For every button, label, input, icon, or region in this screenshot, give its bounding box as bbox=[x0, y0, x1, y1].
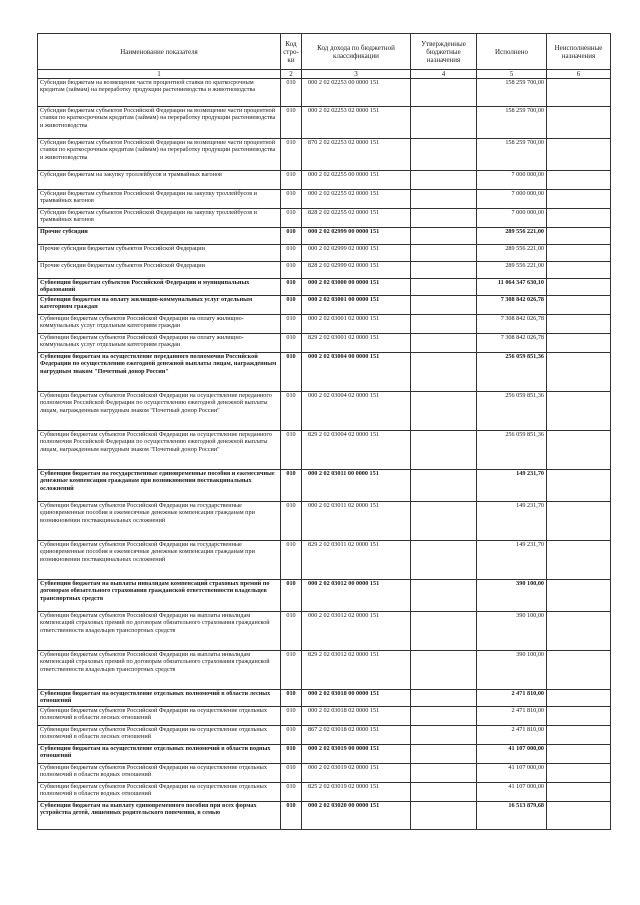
table-row bbox=[38, 139, 611, 171]
line-code-cell: 010 bbox=[281, 502, 302, 541]
table-row bbox=[38, 764, 611, 783]
line-code-cell: 010 bbox=[281, 139, 302, 171]
approved-cell bbox=[411, 353, 477, 392]
executed-cell: 41 107 000,00 bbox=[477, 783, 547, 802]
executed-cell: 256 059 851,36 bbox=[477, 392, 547, 431]
header-approved: Утвержденные бюджетные назначения bbox=[411, 34, 477, 70]
table-row bbox=[38, 171, 611, 190]
line-code-cell: 010 bbox=[281, 171, 302, 190]
line-code-cell: 010 bbox=[281, 470, 302, 502]
executed-cell: 41 107 000,00 bbox=[477, 764, 547, 783]
executed-cell: 149 231,70 bbox=[477, 502, 547, 541]
indicator-name-cell: Субвенции бюджетам субъектов Российской Федерации на оплату жилищно-коммунальных услуг отдельным категориям граждан bbox=[38, 315, 281, 334]
income-code-cell: 829 2 02 03004 02 0000 151 bbox=[302, 431, 411, 470]
unexecuted-cell bbox=[547, 79, 611, 107]
indicator-name-cell: Субвенции бюджетам субъектов Российской Федерации на выплаты инвалидам компенсаций страховых премий по договорам обязательного страхования гражданской ответственности владельцев транспортных средств bbox=[38, 612, 281, 651]
column-number: 2 bbox=[281, 70, 302, 79]
income-code-cell: 000 2 02 03020 00 0000 151 bbox=[302, 802, 411, 830]
table-row bbox=[38, 353, 611, 392]
indicator-name-cell: Прочие субсидии bbox=[38, 228, 281, 245]
income-code-cell: 000 2 02 03004 02 0000 151 bbox=[302, 392, 411, 431]
approved-cell bbox=[411, 783, 477, 802]
approved-cell bbox=[411, 296, 477, 315]
table-row bbox=[38, 107, 611, 139]
line-code-cell: 010 bbox=[281, 334, 302, 353]
approved-cell bbox=[411, 764, 477, 783]
executed-cell: 2 471 810,00 bbox=[477, 707, 547, 726]
indicator-name-cell: Субвенции бюджетам на осуществление переданного полномочия Российской Федерации по осуществлению ежегодной денежной выплаты лицам, награжденным нагрудным знаком "Почетный донор России" bbox=[38, 353, 281, 392]
executed-cell: 289 556 221,00 bbox=[477, 228, 547, 245]
indicator-name-cell: Субсидии бюджетам субъектов Российской Федерации на закупку троллейбусов и трамвайных вагонов bbox=[38, 190, 281, 209]
line-code-cell: 010 bbox=[281, 262, 302, 279]
income-code-cell: 000 2 02 03012 02 0000 151 bbox=[302, 612, 411, 651]
indicator-name-cell: Субвенции бюджетам на выплаты инвалидам компенсаций страховых премий по договорам обязательного страхования гражданской ответственности владельцев транспортных средств bbox=[38, 580, 281, 612]
approved-cell bbox=[411, 228, 477, 245]
income-code-cell: 825 2 02 03019 02 0000 151 bbox=[302, 783, 411, 802]
table-row bbox=[38, 580, 611, 612]
approved-cell bbox=[411, 580, 477, 612]
line-code-cell: 010 bbox=[281, 107, 302, 139]
table-row bbox=[38, 470, 611, 502]
executed-cell: 158 259 700,00 bbox=[477, 107, 547, 139]
indicator-name-cell: Субвенции бюджетам на осуществление отдельных полномочий в области лесных отношений bbox=[38, 690, 281, 707]
income-code-cell: 000 2 02 03019 00 0000 151 bbox=[302, 745, 411, 764]
income-code-cell: 829 2 02 03012 02 0000 151 bbox=[302, 651, 411, 690]
unexecuted-cell bbox=[547, 296, 611, 315]
table-row bbox=[38, 315, 611, 334]
header-indicator-name: Наименование показателя bbox=[38, 34, 281, 70]
header-line-code: Код стро-ки bbox=[281, 34, 302, 70]
table-row bbox=[38, 726, 611, 745]
indicator-name-cell: Субвенции бюджетам на осуществление отдельных полномочий в области водных отношений bbox=[38, 745, 281, 764]
unexecuted-cell bbox=[547, 802, 611, 830]
table-body bbox=[38, 79, 611, 830]
unexecuted-cell bbox=[547, 334, 611, 353]
table-row bbox=[38, 612, 611, 651]
indicator-name-cell: Субсидии бюджетам на закупку троллейбусов и трамвайных вагонов bbox=[38, 171, 281, 190]
table-row bbox=[38, 707, 611, 726]
line-code-cell: 010 bbox=[281, 315, 302, 334]
approved-cell bbox=[411, 279, 477, 296]
approved-cell bbox=[411, 262, 477, 279]
table-row bbox=[38, 431, 611, 470]
table-row bbox=[38, 334, 611, 353]
approved-cell bbox=[411, 315, 477, 334]
unexecuted-cell bbox=[547, 279, 611, 296]
approved-cell bbox=[411, 431, 477, 470]
indicator-name-cell: Субсидии бюджетам субъектов Российской Федерации на закупку троллейбусов и трамвайных вагонов bbox=[38, 209, 281, 228]
executed-cell: 158 259 700,00 bbox=[477, 79, 547, 107]
income-code-cell: 000 2 02 03018 00 0000 151 bbox=[302, 690, 411, 707]
table-row bbox=[38, 690, 611, 707]
executed-cell: 390 100,00 bbox=[477, 651, 547, 690]
line-code-cell: 010 bbox=[281, 245, 302, 262]
executed-cell: 390 100,00 bbox=[477, 580, 547, 612]
unexecuted-cell bbox=[547, 764, 611, 783]
unexecuted-cell bbox=[547, 690, 611, 707]
income-code-cell: 000 2 02 03018 02 0000 151 bbox=[302, 707, 411, 726]
line-code-cell: 010 bbox=[281, 209, 302, 228]
line-code-cell: 010 bbox=[281, 228, 302, 245]
executed-cell: 7 000 000,00 bbox=[477, 209, 547, 228]
indicator-name-cell: Субсидии бюджетам на возмещение части процентной ставки по краткосрочным кредитам (займам) на переработку продукции растениеводства и животноводства bbox=[38, 79, 281, 107]
table-row bbox=[38, 745, 611, 764]
executed-cell: 390 100,00 bbox=[477, 612, 547, 651]
approved-cell bbox=[411, 107, 477, 139]
table-row bbox=[38, 279, 611, 296]
line-code-cell: 010 bbox=[281, 745, 302, 764]
header-row bbox=[38, 34, 611, 70]
approved-cell bbox=[411, 79, 477, 107]
approved-cell bbox=[411, 707, 477, 726]
table-row bbox=[38, 209, 611, 228]
executed-cell: 158 259 700,00 bbox=[477, 139, 547, 171]
unexecuted-cell bbox=[547, 392, 611, 431]
approved-cell bbox=[411, 334, 477, 353]
report-page bbox=[37, 33, 610, 830]
income-code-cell: 000 2 02 03000 00 0000 151 bbox=[302, 279, 411, 296]
indicator-name-cell: Субвенции бюджетам субъектов Российской Федерации и муниципальных образований bbox=[38, 279, 281, 296]
table-row bbox=[38, 296, 611, 315]
table-row bbox=[38, 245, 611, 262]
line-code-cell: 010 bbox=[281, 580, 302, 612]
line-code-cell: 010 bbox=[281, 353, 302, 392]
indicator-name-cell: Субвенции бюджетам на оплату жилищно-коммунальных услуг отдельным категориям граждан bbox=[38, 296, 281, 315]
indicator-name-cell: Субвенции бюджетам субъектов Российской Федерации на осуществление отдельных полномочий в области лесных отношений bbox=[38, 707, 281, 726]
executed-cell: 149 231,70 bbox=[477, 541, 547, 580]
income-code-cell: 000 2 02 03011 00 0000 151 bbox=[302, 470, 411, 502]
column-number: 6 bbox=[547, 70, 611, 79]
unexecuted-cell bbox=[547, 783, 611, 802]
unexecuted-cell bbox=[547, 228, 611, 245]
approved-cell bbox=[411, 171, 477, 190]
unexecuted-cell bbox=[547, 262, 611, 279]
unexecuted-cell bbox=[547, 580, 611, 612]
table-row bbox=[38, 392, 611, 431]
indicator-name-cell: Субвенции бюджетам субъектов Российской Федерации на государственные единовременные пособия и ежемесячные денежные компенсации гражданам при возникновении поствакцинальных осложнений bbox=[38, 502, 281, 541]
header-income-code: Код дохода по бюджетной классификации bbox=[302, 34, 411, 70]
line-code-cell: 010 bbox=[281, 612, 302, 651]
unexecuted-cell bbox=[547, 745, 611, 764]
income-code-cell: 829 2 02 03001 02 0000 151 bbox=[302, 334, 411, 353]
approved-cell bbox=[411, 392, 477, 431]
indicator-name-cell: Субвенции бюджетам на государственные единовременные пособия и ежемесячные денежные компенсации гражданам при возникновении поствакцинальных осложнений bbox=[38, 470, 281, 502]
approved-cell bbox=[411, 470, 477, 502]
income-code-cell: 000 2 02 03019 02 0000 151 bbox=[302, 764, 411, 783]
indicator-name-cell: Субвенции бюджетам субъектов Российской Федерации на выплаты инвалидам компенсаций страховых премий по договорам обязательного страхования гражданской ответственности владельцев транспортных средств bbox=[38, 651, 281, 690]
executed-cell: 7 308 842 026,78 bbox=[477, 315, 547, 334]
unexecuted-cell bbox=[547, 315, 611, 334]
unexecuted-cell bbox=[547, 612, 611, 651]
table-row bbox=[38, 502, 611, 541]
line-code-cell: 010 bbox=[281, 392, 302, 431]
income-code-cell: 000 2 02 02255 00 0000 151 bbox=[302, 171, 411, 190]
line-code-cell: 010 bbox=[281, 651, 302, 690]
income-code-cell: 829 2 02 03011 02 0000 151 bbox=[302, 541, 411, 580]
income-code-cell: 828 2 02 02999 02 0000 151 bbox=[302, 262, 411, 279]
executed-cell: 149 231,70 bbox=[477, 470, 547, 502]
table-row bbox=[38, 783, 611, 802]
approved-cell bbox=[411, 745, 477, 764]
line-code-cell: 010 bbox=[281, 541, 302, 580]
executed-cell: 256 059 851,36 bbox=[477, 431, 547, 470]
unexecuted-cell bbox=[547, 651, 611, 690]
line-code-cell: 010 bbox=[281, 764, 302, 783]
table-row bbox=[38, 541, 611, 580]
income-code-cell: 867 2 02 03018 02 0000 151 bbox=[302, 726, 411, 745]
indicator-name-cell: Прочие субсидии бюджетам субъектов Российской Федерации bbox=[38, 245, 281, 262]
unexecuted-cell bbox=[547, 209, 611, 228]
executed-cell: 2 471 810,00 bbox=[477, 726, 547, 745]
line-code-cell: 010 bbox=[281, 690, 302, 707]
executed-cell: 256 059 851,36 bbox=[477, 353, 547, 392]
executed-cell: 7 000 000,00 bbox=[477, 190, 547, 209]
indicator-name-cell: Субсидии бюджетам субъектов Российской Федерации на возмещение части процентной ставки по краткосрочным кредитам (займам) на переработку продукции растениеводства и животноводства bbox=[38, 139, 281, 171]
approved-cell bbox=[411, 209, 477, 228]
income-code-cell: 000 2 02 02255 02 0000 151 bbox=[302, 190, 411, 209]
table-row bbox=[38, 262, 611, 279]
indicator-name-cell: Прочие субсидии бюджетам субъектов Российской Федерации bbox=[38, 262, 281, 279]
column-number: 5 bbox=[477, 70, 547, 79]
line-code-cell: 010 bbox=[281, 726, 302, 745]
executed-cell: 289 556 221,00 bbox=[477, 262, 547, 279]
line-code-cell: 010 bbox=[281, 707, 302, 726]
indicator-name-cell: Субсидии бюджетам субъектов Российской Федерации на возмещение части процентной ставки по краткосрочным кредитам (займам) на переработку продукции растениеводства и животноводства bbox=[38, 107, 281, 139]
income-code-cell: 870 2 02 02253 02 0000 151 bbox=[302, 139, 411, 171]
executed-cell: 7 308 842 026,78 bbox=[477, 296, 547, 315]
approved-cell bbox=[411, 245, 477, 262]
line-code-cell: 010 bbox=[281, 79, 302, 107]
indicator-name-cell: Субвенции бюджетам субъектов Российской Федерации на осуществление переданного полномочия Российской Федерации по осуществлению ежегодной денежной выплаты лицам, награжденным нагрудным знаком "Почетный донор России" bbox=[38, 392, 281, 431]
unexecuted-cell bbox=[547, 245, 611, 262]
table-row bbox=[38, 79, 611, 107]
unexecuted-cell bbox=[547, 431, 611, 470]
approved-cell bbox=[411, 502, 477, 541]
column-number-row bbox=[38, 70, 611, 79]
approved-cell bbox=[411, 726, 477, 745]
executed-cell: 7 308 842 026,78 bbox=[477, 334, 547, 353]
indicator-name-cell: Субвенции бюджетам субъектов Российской Федерации на оплату жилищно-коммунальных услуг отдельным категориям граждан bbox=[38, 334, 281, 353]
table-row bbox=[38, 228, 611, 245]
indicator-name-cell: Субвенции бюджетам субъектов Российской Федерации на осуществление отдельных полномочий в области водных отношений bbox=[38, 783, 281, 802]
approved-cell bbox=[411, 651, 477, 690]
indicator-name-cell: Субвенции бюджетам субъектов Российской Федерации на осуществление отдельных полномочий в области лесных отношений bbox=[38, 726, 281, 745]
table-row bbox=[38, 651, 611, 690]
income-code-cell: 000 2 02 02253 02 0000 151 bbox=[302, 107, 411, 139]
income-code-cell: 000 2 02 03012 00 0000 151 bbox=[302, 580, 411, 612]
income-code-cell: 000 2 02 03004 00 0000 151 bbox=[302, 353, 411, 392]
executed-cell: 2 471 810,00 bbox=[477, 690, 547, 707]
approved-cell bbox=[411, 541, 477, 580]
income-code-cell: 000 2 02 03011 02 0000 151 bbox=[302, 502, 411, 541]
unexecuted-cell bbox=[547, 107, 611, 139]
line-code-cell: 010 bbox=[281, 279, 302, 296]
unexecuted-cell bbox=[547, 353, 611, 392]
column-number: 4 bbox=[411, 70, 477, 79]
unexecuted-cell bbox=[547, 541, 611, 580]
unexecuted-cell bbox=[547, 726, 611, 745]
income-code-cell: 000 2 02 02999 02 0000 151 bbox=[302, 245, 411, 262]
table-row bbox=[38, 802, 611, 830]
unexecuted-cell bbox=[547, 707, 611, 726]
line-code-cell: 010 bbox=[281, 783, 302, 802]
line-code-cell: 010 bbox=[281, 190, 302, 209]
unexecuted-cell bbox=[547, 171, 611, 190]
indicator-name-cell: Субвенции бюджетам субъектов Российской Федерации на осуществление отдельных полномочий в области водных отношений bbox=[38, 764, 281, 783]
indicator-name-cell: Субвенции бюджетам субъектов Российской Федерации на осуществление переданного полномочия Российской Федерации по осуществлению ежегодной денежной выплаты лицам, награжденным нагрудным знаком "Почетный донор России" bbox=[38, 431, 281, 470]
table-row bbox=[38, 190, 611, 209]
header-executed: Исполнено bbox=[477, 34, 547, 70]
income-code-cell: 000 2 02 02253 00 0000 151 bbox=[302, 79, 411, 107]
indicator-name-cell: Субвенции бюджетам на выплату единовременного пособия при всех формах устройства детей, лишенных родительского попечения, в семью bbox=[38, 802, 281, 830]
unexecuted-cell bbox=[547, 190, 611, 209]
income-code-cell: 000 2 02 02999 00 0000 151 bbox=[302, 228, 411, 245]
budget-execution-table bbox=[37, 33, 611, 830]
executed-cell: 16 513 879,68 bbox=[477, 802, 547, 830]
column-number: 1 bbox=[38, 70, 281, 79]
executed-cell: 289 556 221,00 bbox=[477, 245, 547, 262]
column-number: 3 bbox=[302, 70, 411, 79]
approved-cell bbox=[411, 139, 477, 171]
line-code-cell: 010 bbox=[281, 431, 302, 470]
approved-cell bbox=[411, 190, 477, 209]
approved-cell bbox=[411, 690, 477, 707]
income-code-cell: 000 2 02 03001 02 0000 151 bbox=[302, 315, 411, 334]
executed-cell: 7 000 000,00 bbox=[477, 171, 547, 190]
header-unexecuted: Неисполненные назначения bbox=[547, 34, 611, 70]
indicator-name-cell: Субвенции бюджетам субъектов Российской Федерации на государственные единовременные пособия и ежемесячные денежные компенсации гражданам при возникновении поствакцинальных осложнений bbox=[38, 541, 281, 580]
unexecuted-cell bbox=[547, 139, 611, 171]
approved-cell bbox=[411, 612, 477, 651]
executed-cell: 11 064 347 630,10 bbox=[477, 279, 547, 296]
line-code-cell: 010 bbox=[281, 296, 302, 315]
line-code-cell: 010 bbox=[281, 802, 302, 830]
income-code-cell: 828 2 02 02255 02 0000 151 bbox=[302, 209, 411, 228]
executed-cell: 41 107 000,00 bbox=[477, 745, 547, 764]
income-code-cell: 000 2 02 03001 00 0000 151 bbox=[302, 296, 411, 315]
unexecuted-cell bbox=[547, 470, 611, 502]
unexecuted-cell bbox=[547, 502, 611, 541]
approved-cell bbox=[411, 802, 477, 830]
